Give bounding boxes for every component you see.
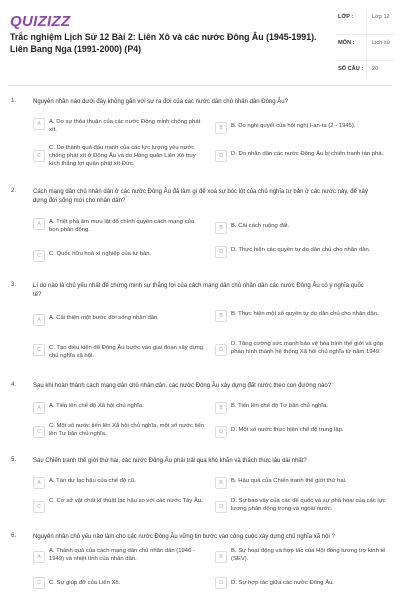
option-letter-box: B [215, 122, 227, 134]
option-text: B. Tiến lên chế độ Tư bản chủ nghĩa. [231, 403, 328, 409]
option-letter-box: B [215, 222, 227, 234]
option-letter-box: A [33, 314, 45, 326]
option-text: A. Tiến lên chế độ Xã hội chủ nghĩa. [49, 403, 144, 409]
option-letter-box: D [215, 150, 227, 162]
question-text: Sau Chiến tranh thế giới thứ hai, các nước Đông Âu phải trải qua khó khăn và thách thức lâu dài nhất? [33, 458, 307, 464]
option-letter-box: A [33, 477, 45, 489]
option-letter-box: B [215, 402, 227, 414]
meta-separator [336, 60, 394, 61]
meta-subject-value: Lịch sử [372, 40, 391, 46]
question-text: Cách mạng dân chủ nhân dân ở các nước Đông Âu đã làm gì để xoá sự bóc lột của chủ nghĩa tư bản ở các nước này, để xây dựng đời sống mới cho nhân dân? [33, 189, 368, 204]
meta-class-value: Lớp 12 [372, 14, 390, 20]
option-text: B. Cải cách ruộng đất. [231, 223, 290, 229]
option-letter-box: C [33, 344, 45, 356]
option-letter-box: C [33, 577, 45, 589]
option-letter-box: C [33, 150, 45, 162]
question-text: Nguyên nhân chủ yếu nào làm cho các nước Đông Âu vững tin bước vào công cuộc xây dựng chủ nghĩa xã hội ? [33, 534, 335, 540]
option-text: C. Tạo điều kiện để Đông Âu bước vào giai đoạn xây dựng chủ nghĩa xã hội. [49, 345, 204, 359]
option-text: C. Do thành quả đấu tranh của các lực lượng yêu nước chống phát xít ở Đông Âu và do Hồng quân Liên Xô truy kích thắng lợi quân phát xít Đức. [49, 145, 196, 167]
option-letter-box: C [33, 426, 45, 438]
option-letter-box: C [33, 501, 45, 513]
question-text: Sau khi hoàn thành cách mạng dân chủ nhân dân, các nước Đông Âu xây dựng đất nước theo con đường nào? [33, 383, 332, 389]
header-divider [8, 85, 392, 86]
option-letter-box: B [215, 551, 227, 563]
question-number: 3. [11, 282, 17, 288]
worksheet-header [0, 0, 400, 82]
meta-count-label: SỐ CÂU : [338, 66, 364, 72]
option-letter-box: D [215, 577, 227, 589]
option-letter-box: A [33, 218, 45, 230]
option-text: C. Cơ sở vật chất kĩ thuật lạc hậu so với các nước Tây Âu. [49, 498, 203, 504]
option-text: A. Tàn dư lạc hậu của chế độ cũ. [49, 478, 136, 484]
option-text: B. Sự hoạt động và hợp tác của Hội đồng tương trợ kinh tế (SEV). [231, 548, 386, 562]
option-text: D. Do nhân dân các nước Đông Âu bị chiến tranh tàn phá. [231, 151, 384, 157]
option-text: C. Một số nước tiến lên Xã hội chủ nghĩa, một số nước tiến lên Tư bản chủ nghĩa. [49, 423, 205, 437]
option-letter-box: A [33, 402, 45, 414]
meta-divider [366, 10, 367, 78]
option-letter-box: B [215, 477, 227, 489]
option-text: C. Quốc hữu hoá xí nghiệp của tư bản. [49, 251, 152, 257]
question-number: 5. [11, 457, 17, 463]
option-text: B. Hậu quả của Chiến tranh thế giới thứ hai. [231, 478, 347, 484]
meta-separator [336, 34, 394, 35]
option-text: A. Triệt phá âm mưu lật đổ chính quyền cách mạng của bọn phản động. [49, 219, 195, 233]
option-letter-box: B [215, 310, 227, 322]
option-text: D. Sự bao vây của các đế quốc và sự phá hoại của các lực lượng phản động trong và ngoài nước. [231, 498, 386, 512]
option-text: D. Sự hợp tác giữa các nước Đông Âu. [231, 580, 335, 586]
option-text: A. Cải thiện một bước đời sống nhân dân. [49, 315, 159, 321]
option-text: D. Một số nước thực hiện chế độ trung lập. [231, 427, 344, 433]
option-text: D. Thực hiện các quyền tự do dân chủ cho nhân dân. [231, 247, 371, 253]
option-letter-box: C [33, 250, 45, 262]
question-number: 6. [11, 533, 17, 539]
meta-subject-label: MÔN : [338, 40, 355, 46]
question-number: 2. [11, 188, 17, 194]
quizizz-logo: QUIZIZZ [10, 13, 71, 30]
question-number: 4. [11, 382, 17, 388]
meta-class-label: LỚP : [338, 14, 354, 20]
option-text: A. Do sự thỏa thuận của các nước Đồng minh chống phát xít. [49, 119, 201, 133]
meta-count-value: 20 [372, 66, 379, 72]
option-letter-box: D [215, 501, 227, 513]
option-text: A. Thành quả của cách mạng dân chủ nhân dân (1946 - 1949) và nhiệt tình của nhân dân. [49, 548, 195, 562]
option-letter-box: D [215, 426, 227, 438]
option-letter-box: A [33, 551, 45, 563]
question-number: 1. [11, 98, 17, 104]
option-letter-box: D [215, 344, 227, 356]
option-text: B. Do nghị quyết của hội nghị I-an-ta (2 - 1945). [231, 123, 356, 129]
option-letter-box: A [33, 118, 45, 130]
question-text: Lí do nào là chủ yếu nhất để chứng minh sự thắng lợi của cách mạng dân chủ nhân dân các nước Đông Âu có ý nghĩa quốc tế? [33, 283, 364, 298]
option-text: C. Sự giúp đỡ của Liên Xô. [49, 580, 121, 586]
option-letter-box: D [215, 246, 227, 258]
question-text: Nguyên nhân nào dưới đây không gắn với sự ra đời của các nước dân chủ nhân dân Đông Âu? [33, 99, 288, 105]
option-text: B. Thực hiện một số quyền tự do dân chủ cho nhân dân. [231, 311, 379, 317]
worksheet-title: Trắc nghiệm Lịch Sử 12 Bài 2: Liên Xô và các nước Đông Âu (1945-1991). Liên Bang Nga (1991-2000) (P4) [10, 32, 317, 54]
option-text: D. Tăng cường sức mạnh bảo vệ hòa bình thế giới và góp phần hình thành hệ thống Xã hội chủ nghĩa từ năm 1949. [231, 341, 384, 355]
